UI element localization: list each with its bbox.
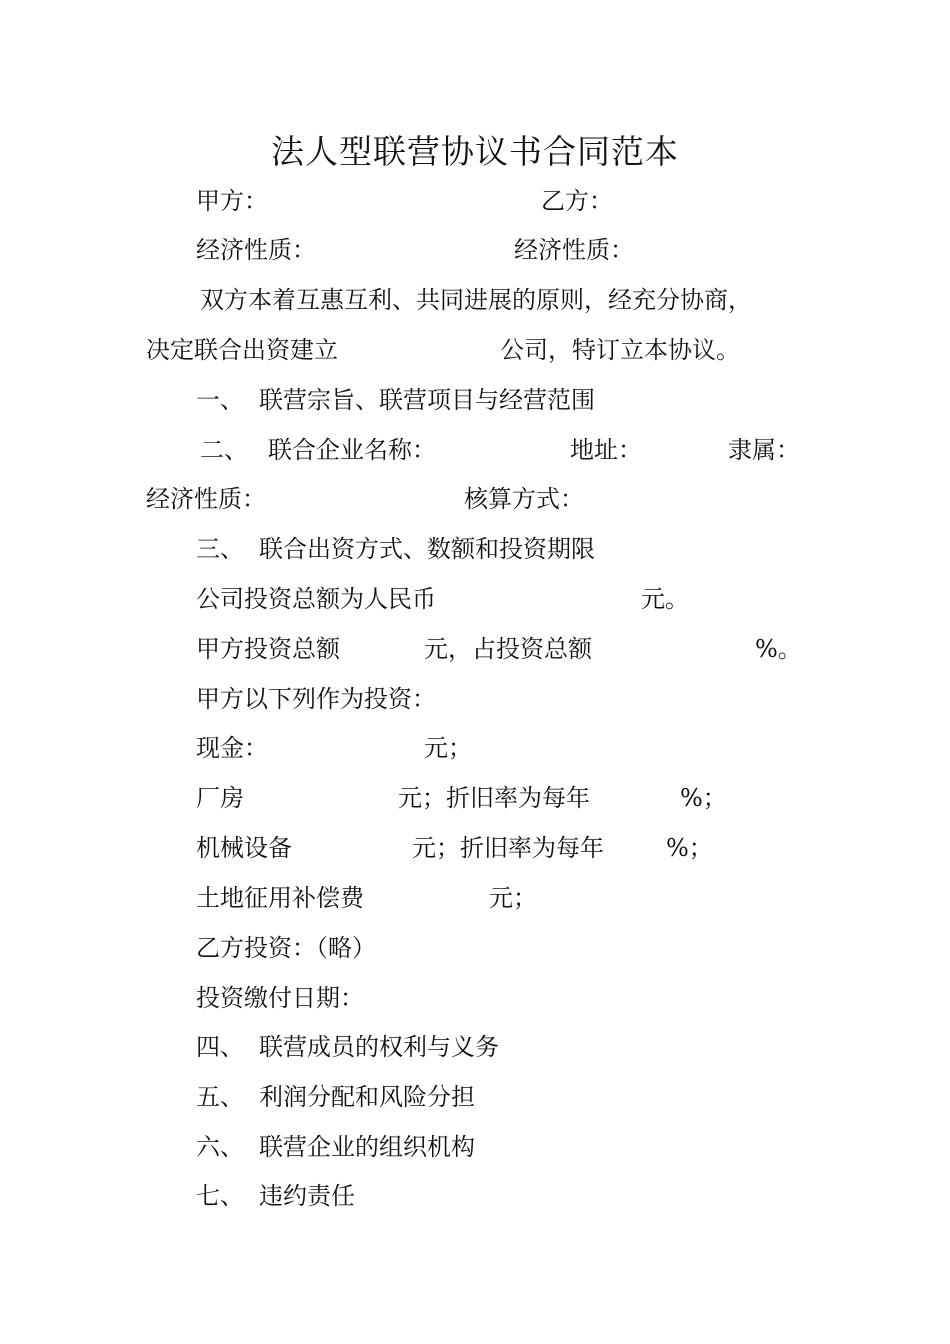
- party-a-total-label: 甲方投资总额: [196, 635, 340, 663]
- section-7-number: 七、: [196, 1182, 244, 1210]
- party-b-label: 乙方：: [541, 187, 613, 215]
- land-unit: 元；: [489, 884, 537, 912]
- total-investment-label: 公司投资总额为人民币: [196, 585, 436, 613]
- cash-unit: 元；: [424, 734, 472, 762]
- intro-line-2a: 决定联合出资建立: [146, 336, 338, 364]
- section-2-nature: 经济性质：: [146, 485, 266, 513]
- party-a-items-intro: 甲方以下列作为投资：: [196, 685, 436, 713]
- cash-label: 现金：: [196, 734, 268, 762]
- machinery-unit: 元；折旧率为每年: [412, 834, 604, 862]
- section-2-accounting: 核算方式：: [464, 485, 584, 513]
- party-a-total-percent: %。: [755, 635, 802, 663]
- payment-date: 投资缴付日期：: [196, 984, 364, 1012]
- section-5-text: 利润分配和风险分担: [259, 1083, 475, 1111]
- section-2-text: 联合企业名称：: [268, 436, 436, 464]
- plant-unit: 元；折旧率为每年: [398, 784, 590, 812]
- section-7-text: 违约责任: [259, 1182, 355, 1210]
- plant-percent: %；: [680, 784, 727, 812]
- section-3-number: 三、: [196, 535, 244, 563]
- intro-line-2b: 公司，特订立本协议。: [500, 336, 740, 364]
- section-3-text: 联合出资方式、数额和投资期限: [259, 535, 595, 563]
- section-4-number: 四、: [196, 1033, 244, 1061]
- plant-label: 厂房: [196, 784, 244, 812]
- party-a-total-unit: 元，占投资总额: [424, 635, 592, 663]
- document-title: 法人型联营协议书合同范本: [271, 132, 679, 171]
- party-a-nature: 经济性质：: [196, 236, 316, 264]
- party-a-label: 甲方：: [196, 187, 268, 215]
- section-5-number: 五、: [196, 1083, 244, 1111]
- section-4-text: 联营成员的权利与义务: [259, 1033, 499, 1061]
- section-6-number: 六、: [196, 1133, 244, 1161]
- section-1-text: 联营宗旨、联营项目与经营范围: [259, 386, 595, 414]
- section-2-number: 二、: [200, 436, 248, 464]
- land-label: 土地征用补偿费: [196, 884, 364, 912]
- section-2-affiliation: 隶属：: [728, 436, 800, 464]
- machinery-label: 机械设备: [196, 834, 292, 862]
- section-6-text: 联营企业的组织机构: [259, 1133, 475, 1161]
- intro-line-1: 双方本着互惠互利、共同进展的原则，经充分协商，: [200, 286, 752, 314]
- total-investment-unit: 元。: [641, 585, 689, 613]
- party-b-nature: 经济性质：: [514, 236, 634, 264]
- machinery-percent: %；: [666, 834, 713, 862]
- section-1-number: 一、: [196, 386, 244, 414]
- party-b-investment: 乙方投资：（略）: [196, 934, 376, 962]
- section-2-address: 地址：: [570, 436, 642, 464]
